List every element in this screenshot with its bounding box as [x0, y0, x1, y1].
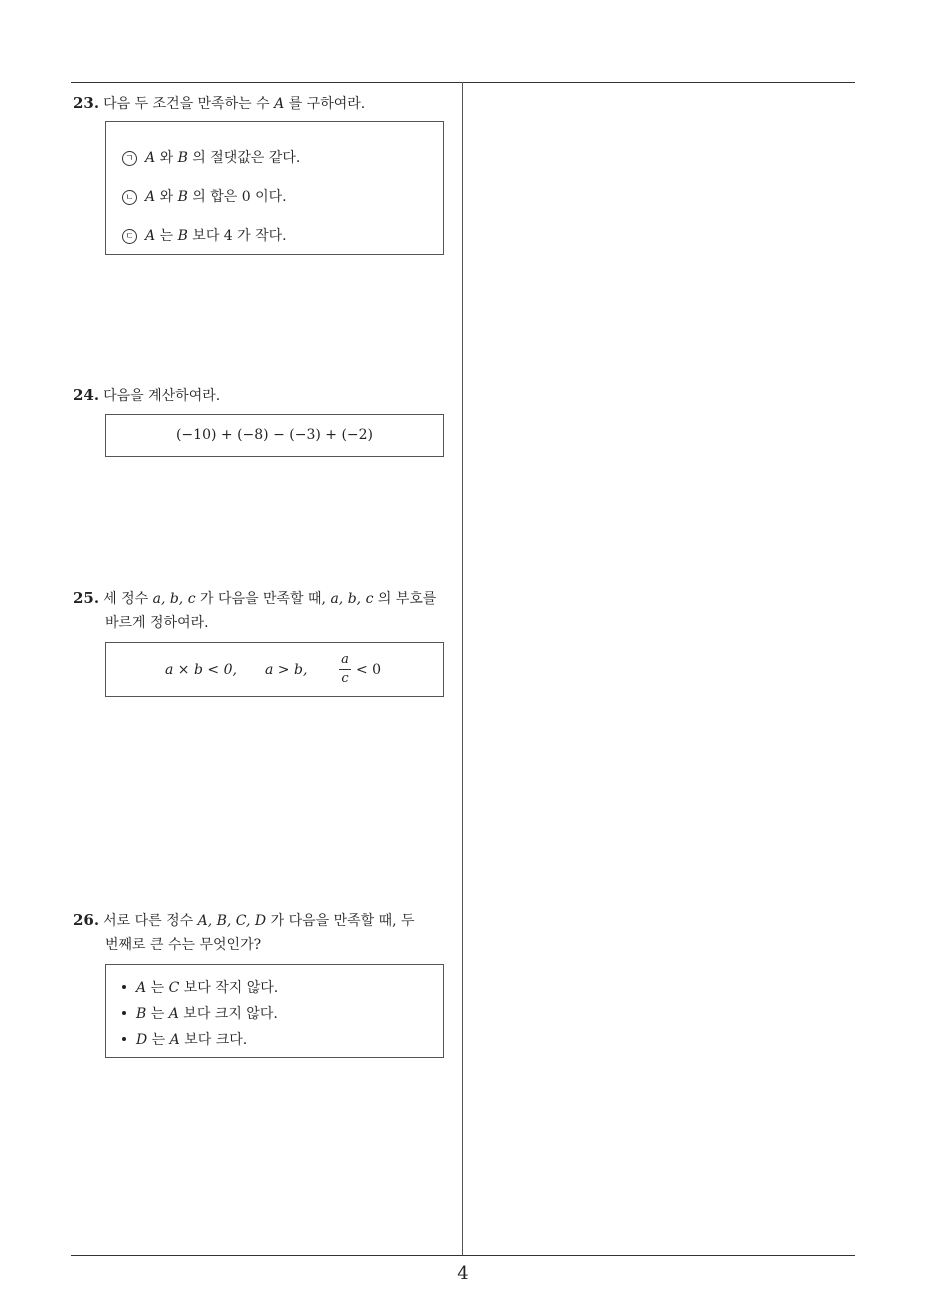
problem-24	[73, 383, 458, 408]
math-var: A	[169, 1032, 180, 1048]
condition-text: 와	[155, 150, 178, 166]
bottom-rule	[71, 1255, 855, 1256]
problem-25	[73, 586, 458, 635]
problem-23	[73, 91, 458, 116]
question-continuation: 번째로 큰 수는 무엇인가?	[105, 937, 262, 953]
page-number: 4	[457, 1263, 469, 1284]
problem-26	[73, 908, 458, 957]
problem-number: 24.	[73, 386, 100, 404]
problem-24-question	[73, 383, 458, 408]
math-var: A	[145, 189, 156, 205]
bullet-item	[122, 975, 278, 1001]
math-var: B	[177, 150, 188, 166]
bullet-text: 는	[147, 1032, 170, 1048]
problem-number: 25.	[73, 589, 100, 607]
problem-25-question	[73, 586, 458, 611]
math-var: a, b, c	[152, 591, 196, 607]
math-var: B	[177, 228, 188, 244]
question-text: 의 부호를	[373, 591, 437, 607]
conditions-box	[105, 121, 444, 255]
circled-marker-icon: ㄴ	[122, 190, 137, 205]
problem-number: 26.	[73, 911, 100, 929]
condition-text: 와	[155, 189, 178, 205]
bullet-text: 보다 크지 않다.	[178, 1006, 278, 1022]
problem-26-question	[73, 908, 458, 933]
top-rule	[71, 82, 855, 83]
question-text: 다음을 계산하여라.	[103, 388, 221, 404]
condition-text: 보다 4 가 작다.	[187, 228, 287, 244]
math-var: A	[168, 1006, 179, 1022]
bullet-conditions-box	[105, 964, 444, 1058]
inequality-2: a > b,	[265, 662, 308, 678]
circled-marker-icon: ㄷ	[122, 229, 137, 244]
condition-text: 의 절댓값은 같다.	[187, 150, 301, 166]
math-var: A	[136, 980, 147, 996]
math-var: A	[274, 96, 285, 112]
condition-item	[122, 225, 287, 245]
condition-text: 의 합은 0 이다.	[187, 189, 287, 205]
condition-item	[122, 186, 287, 206]
math-var: D	[136, 1032, 148, 1048]
circled-marker-icon: ㄱ	[122, 151, 137, 166]
condition-text: 는	[155, 228, 178, 244]
question-text: 서로 다른 정수	[103, 913, 198, 929]
bullet-item	[122, 1001, 278, 1027]
bullet-icon	[122, 985, 126, 989]
expression-box	[105, 414, 444, 457]
question-continuation: 바르게 정하여라.	[105, 615, 209, 631]
math-expression: (−10) + (−8) − (−3) + (−2)	[175, 427, 374, 443]
condition-item	[122, 147, 300, 167]
fraction-a-over-c	[339, 652, 351, 687]
math-var: B	[136, 1006, 147, 1022]
question-text: 세 정수	[103, 591, 153, 607]
bullet-icon	[122, 1011, 126, 1015]
question-text: 를 구하여라.	[284, 96, 366, 112]
math-var: B	[177, 189, 188, 205]
question-text: 다음 두 조건을 만족하는 수	[103, 96, 275, 112]
bullet-text: 보다 크다.	[179, 1032, 248, 1048]
bullet-item	[122, 1027, 278, 1053]
math-var: C	[168, 980, 180, 996]
question-text: 가 다음을 만족할 때,	[195, 591, 331, 607]
question-text: 가 다음을 만족할 때, 두	[266, 913, 415, 929]
math-var: a, b, c	[330, 591, 374, 607]
bullet-text: 는	[146, 980, 169, 996]
math-var: A	[145, 150, 156, 166]
problem-23-question	[73, 91, 458, 116]
inequality-3-tail: < 0	[356, 662, 382, 678]
problem-number: 23.	[73, 94, 100, 112]
bullet-text: 보다 작지 않다.	[179, 980, 279, 996]
inequalities-box	[105, 642, 444, 697]
bullet-icon	[122, 1037, 126, 1041]
fraction-numerator: a	[341, 652, 349, 667]
bullet-text: 는	[146, 1006, 169, 1022]
fraction-denominator: c	[341, 671, 349, 686]
column-divider	[462, 82, 463, 1256]
math-var: A	[145, 228, 156, 244]
fraction-bar	[339, 669, 351, 670]
math-var: A, B, C, D	[197, 913, 267, 929]
inequality-1: a × b < 0,	[165, 662, 237, 678]
